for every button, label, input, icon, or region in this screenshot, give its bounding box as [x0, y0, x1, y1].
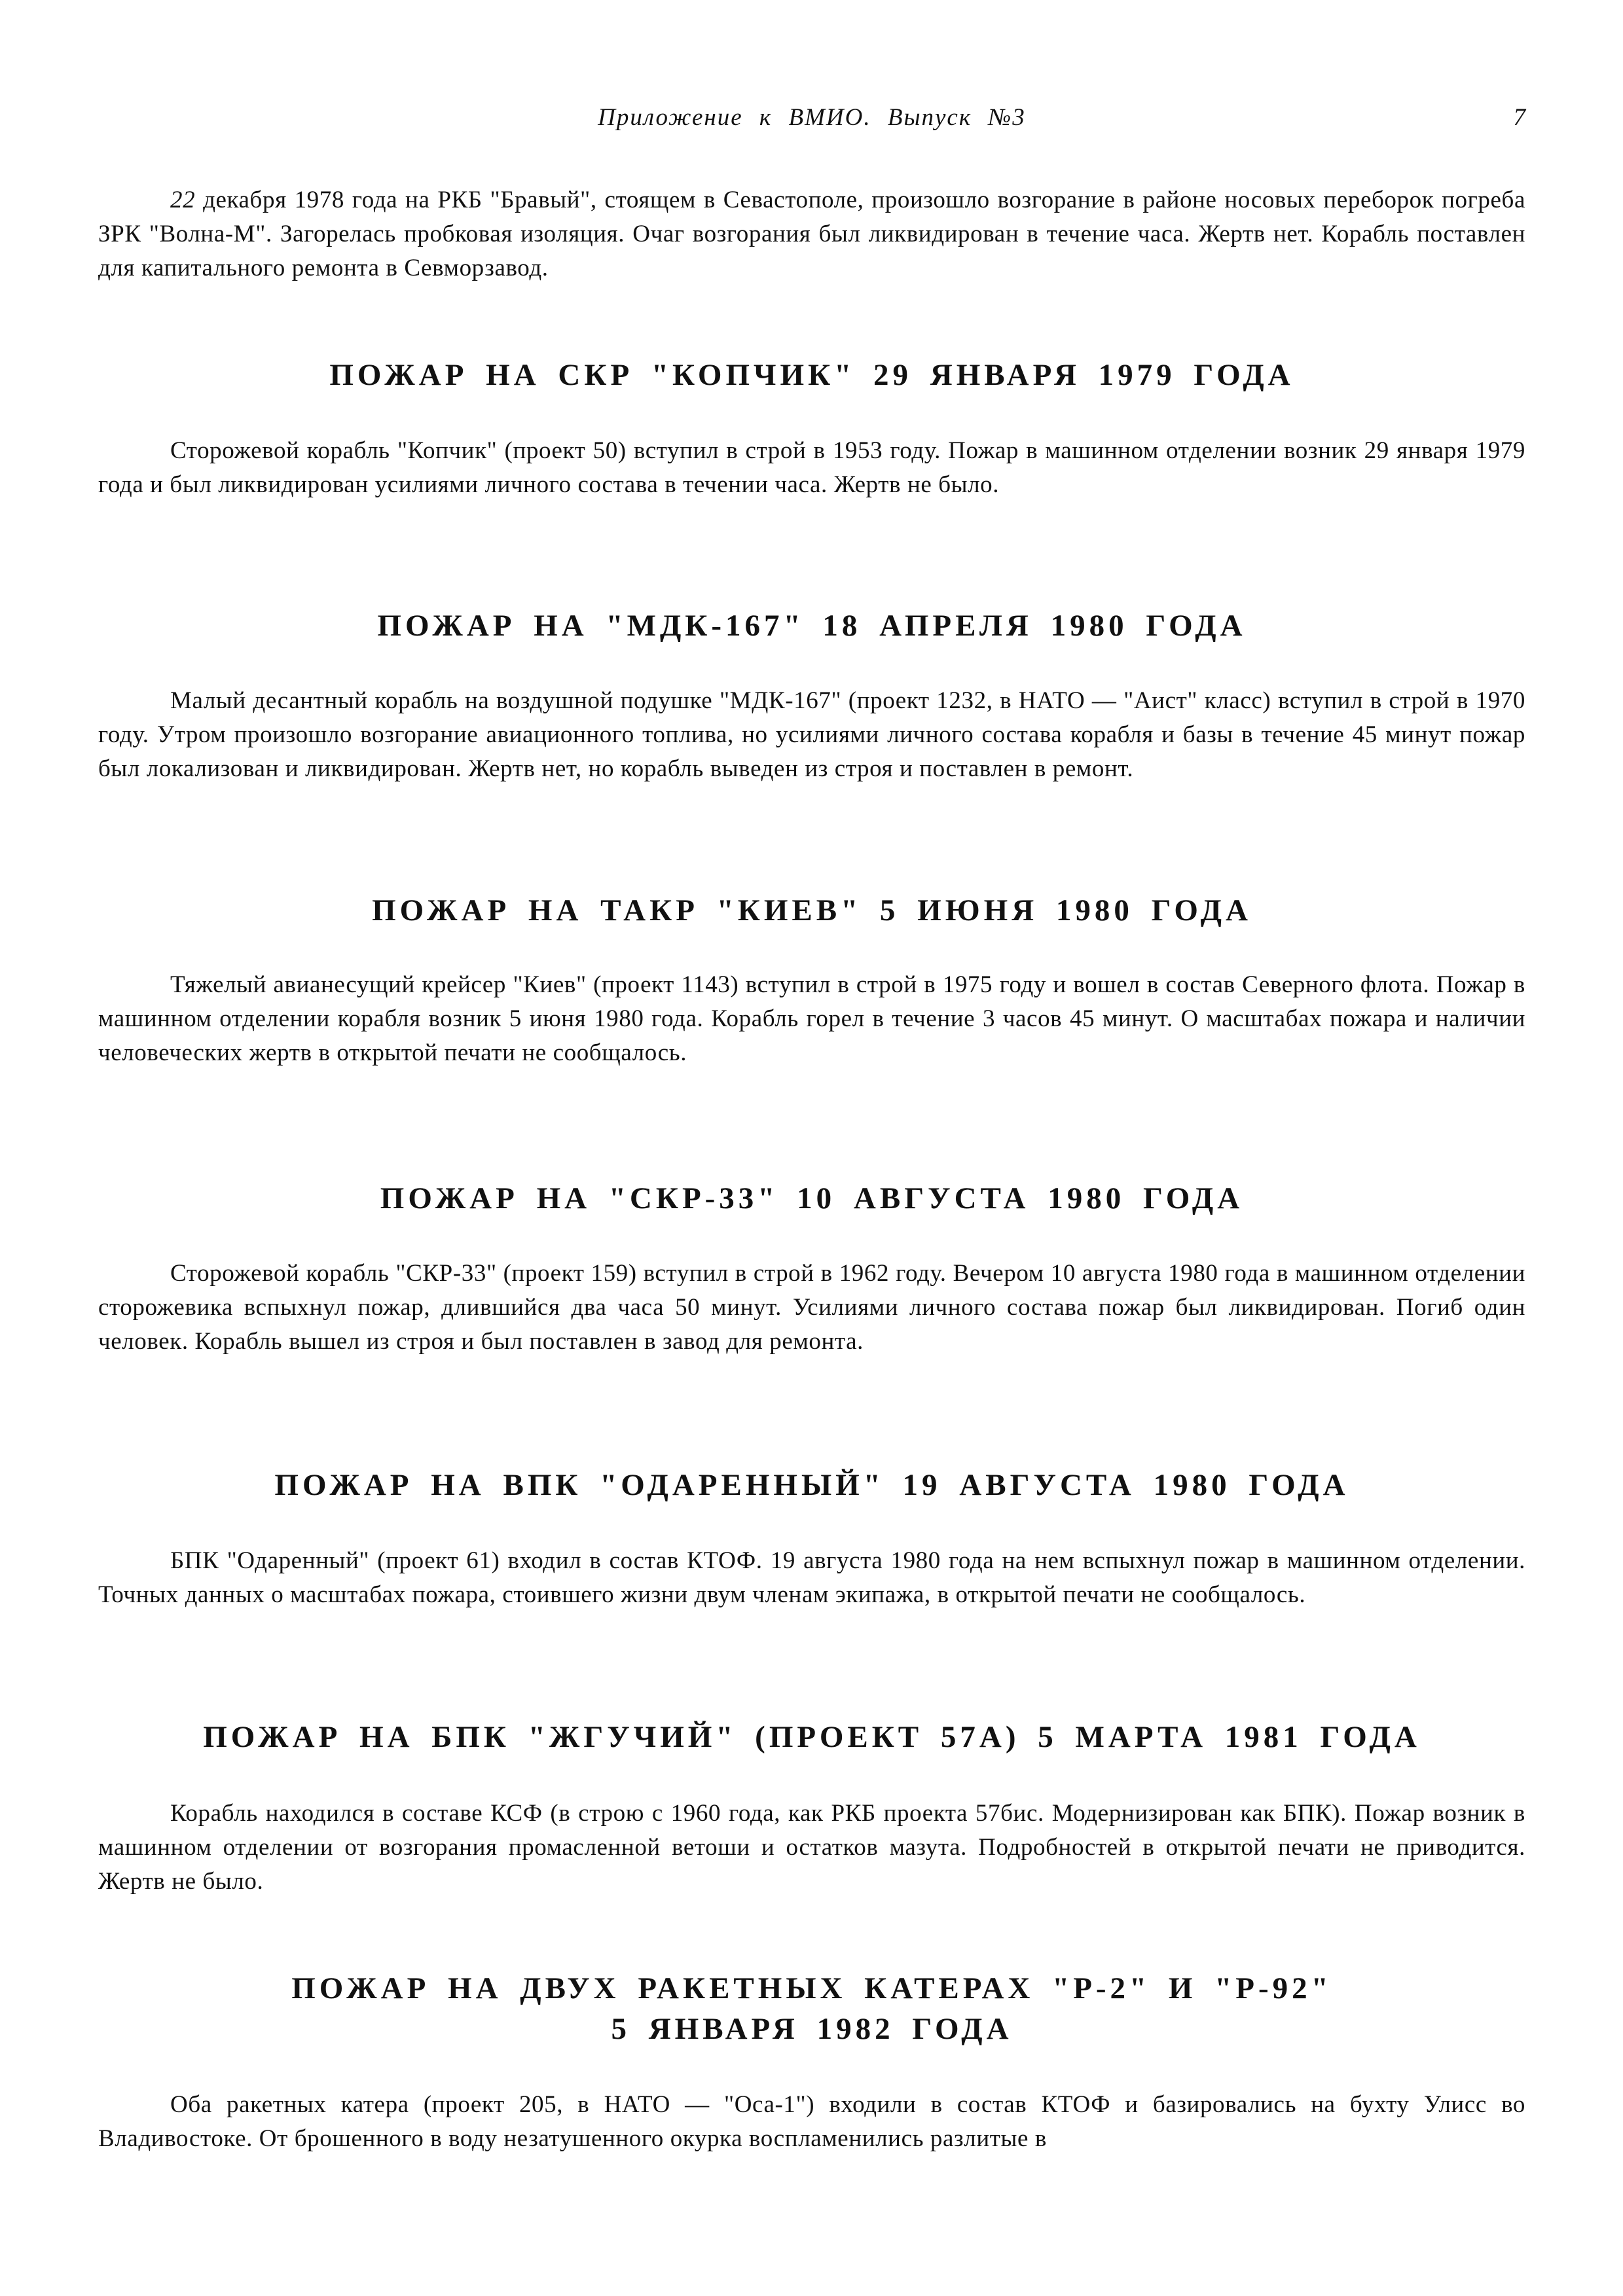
section-body: Сторожевой корабль "Копчик" (проект 50) вступил в строй в 1953 году. Пожар в машинном отделении возник 29 января 1979 года и был ликвидирован усилиями личного состава в течении часа. Жертв не было.	[98, 437, 1525, 498]
section-r2-r92-body-block	[98, 2088, 1525, 2156]
section-title-line-2: 5 ЯНВАРЯ 1982 ГОДА	[611, 2012, 1013, 2046]
section-zhguchiy	[98, 1717, 1525, 1757]
section-r2-r92	[98, 1968, 1525, 2049]
section-body: БПК "Одаренный" (проект 61) входил в состав КТОФ. 19 августа 1980 года на нем вспыхнул пожар в машинном отделении. Точных данных о масштабах пожара, стоившего жизни двум членам экипажа, в открытой печати не сообщалось.	[98, 1547, 1525, 1608]
section-body: Тяжелый авианесущий крейсер "Киев" (проект 1143) вступил в строй в 1975 году и вошел в состав Северного флота. Пожар в машинном отделении корабля возник 5 июня 1980 года. Корабль горел в течение 3 часов 45 минут. О масштабах пожара и наличии человеческих жертв в открытой печати не сообщалось.	[98, 971, 1525, 1066]
section-mdk-167-body-block	[98, 684, 1525, 786]
intro-paragraph	[98, 183, 1525, 285]
section-skr-33	[98, 1178, 1525, 1219]
section-title: ПОЖАР НА ТАКР "КИЕВ" 5 ИЮНЯ 1980 ГОДА	[372, 893, 1252, 927]
section-body: Корабль находился в составе КСФ (в строю с 1960 года, как РКБ проекта 57бис. Модернизирован как БПК). Пожар возник в машинном отделении от возгорания промасленной ветоши и остатков мазута. Подробностей в открытой печати не приводится. Жертв не было.	[98, 1800, 1525, 1895]
section-body: Оба ракетных катера (проект 205, в НАТО — "Оса-1") входили в состав КТОФ и базировались на бухту Улисс во Владивостоке. От брошенного в воду незатушенного окурка воспламенились разлитые в	[98, 2091, 1525, 2152]
section-odarenny	[98, 1465, 1525, 1505]
intro-text: декабря 1978 года на РКБ "Бравый", стоящем в Севастополе, произошло возгорание в районе носовых переборок погреба ЗРК "Волна-М". Загорелась пробковая изоляция. Очаг возгорания был ликвидирован в течение часа. Жертв нет. Корабль поставлен для капитального ремонта в Севморзавод.	[98, 187, 1525, 281]
section-kiev	[98, 890, 1525, 931]
section-odarenny-body-block	[98, 1544, 1525, 1612]
page-number: 7	[1513, 104, 1525, 131]
running-title: Приложение к ВМИО. Выпуск №3	[598, 104, 1026, 131]
section-zhguchiy-body-block	[98, 1797, 1525, 1899]
document-page	[98, 0, 1525, 2296]
intro-block	[98, 183, 1525, 285]
section-title: ПОЖАР НА СКР "КОПЧИК" 29 ЯНВАРЯ 1979 ГОДА	[329, 358, 1294, 392]
section-title: ПОЖАР НА "МДК-167" 18 АПРЕЛЯ 1980 ГОДА	[377, 609, 1247, 643]
section-title: ПОЖАР НА БПК "ЖГУЧИЙ" (ПРОЕКТ 57А) 5 МАРТА 1981 ГОДА	[203, 1720, 1421, 1754]
section-kopchik	[98, 355, 1525, 395]
section-kiev-body-block	[98, 968, 1525, 1070]
section-body: Малый десантный корабль на воздушной подушке "МДК-167" (проект 1232, в НАТО — "Аист" класс) вступил в строй в 1970 году. Утром произошло возгорание авиационного топлива, но усилиями личного состава корабля и базы в течение 45 минут пожар был локализован и ликвидирован. Жертв нет, но корабль выведен из строя и поставлен в ремонт.	[98, 687, 1525, 782]
section-skr-33-body-block	[98, 1257, 1525, 1359]
intro-date-prefix: 22	[170, 187, 196, 213]
section-mdk-167	[98, 605, 1525, 646]
section-title: ПОЖАР НА ВПК "ОДАРЕННЫЙ" 19 АВГУСТА 1980 ГОДА	[274, 1468, 1349, 1502]
section-body: Сторожевой корабль "СКР-33" (проект 159) вступил в строй в 1962 году. Вечером 10 августа 1980 года в машинном отделении сторожевика вспыхнул пожар, длившийся два часа 50 минут. Усилиями личного состава пожар был ликвидирован. Погиб один человек. Корабль вышел из строя и был поставлен в завод для ремонта.	[98, 1260, 1525, 1355]
section-title-line-1: ПОЖАР НА ДВУХ РАКЕТНЫХ КАТЕРАХ "Р-2" И "Р-92"	[291, 1971, 1332, 2005]
section-title: ПОЖАР НА "СКР-33" 10 АВГУСТА 1980 ГОДА	[380, 1181, 1244, 1215]
running-header	[98, 103, 1525, 143]
section-kopchik-body-block	[98, 434, 1525, 502]
